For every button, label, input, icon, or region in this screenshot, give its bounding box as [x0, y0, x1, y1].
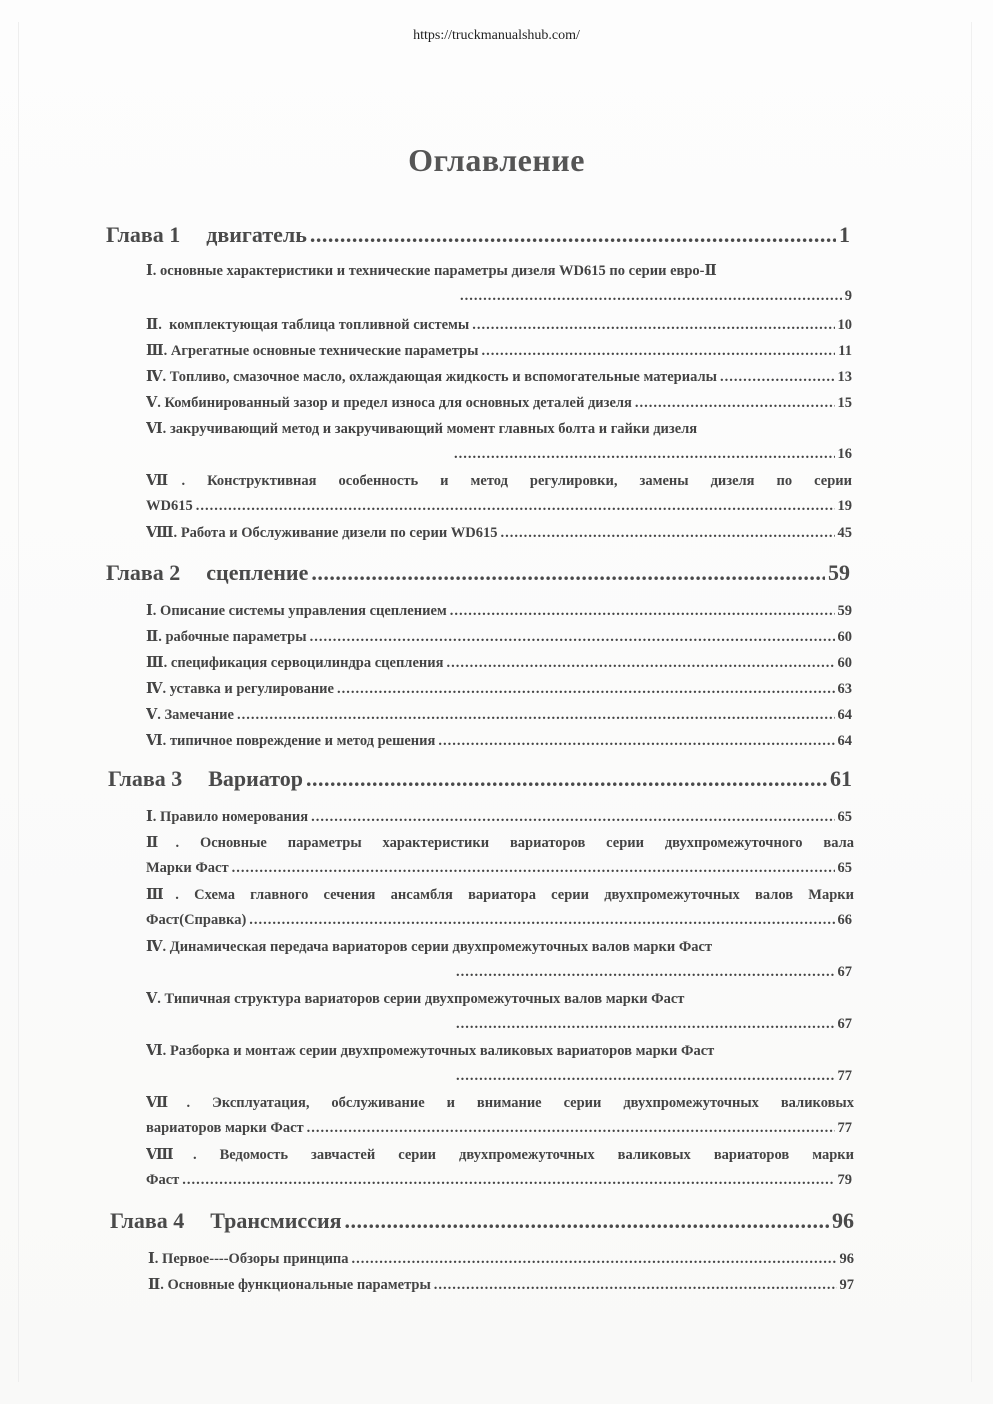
- page-number: 63: [837, 681, 852, 697]
- page-number: 1: [839, 222, 850, 247]
- toc-entry-continuation[interactable]: [146, 912, 852, 929]
- dot-leader: [310, 629, 835, 646]
- dot-leader: [472, 317, 834, 334]
- toc-entry[interactable]: [146, 654, 852, 672]
- roman-numeral: Ⅴ.: [146, 707, 161, 723]
- toc-entry[interactable]: [146, 1042, 852, 1060]
- toc-entry[interactable]: [146, 472, 852, 490]
- page-number: 96: [832, 1208, 854, 1233]
- toc-entry[interactable]: [146, 316, 852, 334]
- roman-numeral: Ⅴ.: [146, 395, 161, 411]
- page-number: 9: [844, 288, 852, 304]
- page-title: Оглавление: [408, 142, 585, 178]
- chapter-name: Трансмиссия: [210, 1208, 342, 1233]
- section-title: Основные функциональные параметры: [167, 1277, 431, 1293]
- toc-entry[interactable]: [146, 808, 852, 826]
- dot-leader: [306, 766, 827, 792]
- page-number: 77: [837, 1120, 852, 1136]
- roman-numeral: Ⅵ.: [146, 1043, 167, 1059]
- toc-entry[interactable]: [146, 262, 846, 280]
- dot-leader: [311, 560, 825, 586]
- section-title: Топливо, смазочное масло, охлаждающая жидкость и вспомогательные материалы: [169, 369, 717, 385]
- dot-leader: [345, 1208, 829, 1234]
- dot-leader: [438, 733, 834, 750]
- roman-numeral: Ⅰ.: [146, 809, 157, 825]
- page-number: 65: [837, 860, 852, 876]
- chapter-3-entry[interactable]: [108, 766, 852, 792]
- toc-entry[interactable]: [146, 834, 854, 852]
- section-title: Замечание: [164, 707, 234, 723]
- toc-entry-continuation[interactable]: [456, 1068, 852, 1085]
- roman-numeral: Ⅱ.: [148, 1277, 164, 1293]
- dot-leader: [249, 912, 834, 929]
- toc-entry[interactable]: [146, 602, 852, 620]
- page-number: 59: [837, 603, 852, 619]
- chapter-number: Глава 3: [108, 766, 183, 791]
- roman-numeral: Ⅳ.: [146, 939, 167, 955]
- toc-entry[interactable]: [146, 886, 854, 904]
- toc-entry-continuation[interactable]: [454, 446, 852, 463]
- section-title: Схема главного сечения ансамбля вариатора серии двухпромежуточных валов Марки: [194, 887, 854, 903]
- roman-numeral: Ⅰ.: [146, 263, 157, 279]
- page-number: 79: [837, 1172, 852, 1188]
- roman-numeral: Ⅱ.: [146, 835, 180, 851]
- roman-numeral: Ⅰ.: [146, 603, 157, 619]
- chapter-number: Глава 4: [110, 1208, 185, 1233]
- roman-numeral: Ⅰ.: [148, 1251, 159, 1267]
- section-title: Агрегатные основные технические параметры: [170, 343, 479, 359]
- dot-leader: [720, 369, 835, 386]
- page-number: 10: [837, 317, 852, 333]
- page-number: 67: [837, 964, 852, 980]
- dot-leader: [450, 603, 835, 620]
- section-title: Работа и Обслуживание дизели по серии WD615: [180, 525, 498, 541]
- toc-entry[interactable]: [146, 732, 852, 750]
- dot-leader: [456, 1068, 835, 1085]
- dot-leader: [635, 395, 835, 412]
- roman-numeral: Ⅵ.: [146, 421, 167, 437]
- chapter-4-entry[interactable]: [110, 1208, 854, 1234]
- roman-numeral: Ⅳ.: [146, 369, 167, 385]
- dot-leader: [456, 1016, 835, 1033]
- dot-leader: [454, 446, 835, 463]
- toc-entry[interactable]: [146, 394, 852, 412]
- page-number: 77: [837, 1068, 852, 1084]
- roman-numeral: Ⅲ.: [146, 343, 168, 359]
- toc-entry[interactable]: [146, 420, 846, 438]
- toc-entry-continuation[interactable]: [146, 498, 852, 515]
- toc-entry[interactable]: [146, 342, 852, 360]
- toc-entry[interactable]: [148, 1276, 854, 1294]
- dot-leader: [460, 288, 842, 305]
- chapter-name: Вариатор: [208, 766, 304, 791]
- page-number: 64: [837, 707, 852, 723]
- toc-entry-continuation[interactable]: [146, 860, 852, 877]
- dot-leader: [237, 707, 835, 724]
- roman-numeral: Ⅱ.: [146, 317, 162, 333]
- dot-leader: [196, 498, 835, 515]
- roman-numeral: Ⅲ.: [146, 655, 168, 671]
- page-number: 64: [837, 733, 852, 749]
- roman-numeral: Ⅲ.: [146, 887, 179, 903]
- section-title: Разборка и монтаж серии двухпромежуточных валиковых вариаторов марки Фаст: [169, 1043, 715, 1059]
- dot-leader: [311, 809, 834, 826]
- dot-leader: [446, 655, 834, 672]
- section-title-continued: Марки Фаст: [146, 860, 229, 876]
- page-number: 60: [837, 629, 852, 645]
- section-title: Конструктивная особенность и метод регулировки, замены дизеля по серии: [207, 473, 852, 489]
- section-title: Основные параметры характеристики вариаторов серии двухпромежуточного вала: [199, 835, 854, 851]
- page-number: 67: [837, 1016, 852, 1032]
- toc-entry[interactable]: [146, 368, 852, 386]
- chapter-2-entry[interactable]: [106, 560, 850, 586]
- page-number: 61: [830, 766, 852, 791]
- section-title: уставка и регулирование: [169, 681, 334, 697]
- page-number: 66: [837, 912, 852, 928]
- roman-numeral: Ⅱ.: [146, 629, 162, 645]
- page-number: 16: [837, 446, 852, 462]
- toc-entry[interactable]: [146, 680, 852, 698]
- toc-entry[interactable]: [146, 938, 852, 956]
- section-title-continued: вариаторов марки Фаст: [146, 1120, 304, 1136]
- dot-leader: [307, 1120, 835, 1137]
- section-title-continued: WD615: [146, 498, 193, 514]
- toc-entry[interactable]: [146, 628, 852, 646]
- page-number: 45: [837, 525, 852, 541]
- section-title: спецификация сервоцилиндра сцепления: [170, 655, 444, 671]
- page-number: 97: [839, 1277, 854, 1293]
- roman-numeral: Ⅷ.: [146, 1147, 197, 1163]
- page-number: 11: [838, 343, 852, 359]
- section-title: Эксплуатация, обслуживание и внимание серии двухпромежуточных валиковых: [212, 1095, 854, 1111]
- chapter-name: двигатель: [206, 222, 307, 247]
- section-title: Комбинированный зазор и предел износа для основных деталей дизеля: [164, 395, 632, 411]
- page-number: 60: [837, 655, 852, 671]
- page-number: 15: [837, 395, 852, 411]
- dot-leader: [456, 964, 835, 981]
- section-title-continued: Фаст(Справка): [146, 912, 247, 928]
- section-title: Правило номерования: [160, 809, 309, 825]
- section-title: Динамическая передача вариаторов серии двухпромежуточных валов марки Фаст: [169, 939, 713, 955]
- chapter-1-entry[interactable]: [106, 222, 850, 248]
- dot-leader: [232, 860, 835, 877]
- dot-leader: [434, 1277, 837, 1294]
- toc-entry[interactable]: [146, 990, 852, 1008]
- dot-leader: [481, 343, 835, 360]
- toc-entry[interactable]: [146, 706, 852, 724]
- dot-leader: [182, 1172, 834, 1189]
- section-title: закручивающий метод и закручивающий момент главных болта и гайки дизеля: [169, 421, 698, 437]
- page-number: 13: [837, 369, 852, 385]
- roman-numeral: Ⅶ.: [146, 1095, 191, 1111]
- page-number: 59: [828, 560, 850, 585]
- section-title: комплектующая таблица топливной системы: [169, 317, 470, 333]
- chapter-name: сцепление: [206, 560, 309, 585]
- dot-leader: [501, 525, 835, 542]
- section-title: основные характеристики и технические параметры дизеля WD615 по серии евро-Ⅱ: [160, 263, 717, 279]
- roman-numeral: Ⅷ.: [146, 525, 178, 541]
- toc-entry-continuation[interactable]: [146, 1120, 852, 1137]
- section-title: рабочные параметры: [165, 629, 307, 645]
- roman-numeral: Ⅶ.: [146, 473, 186, 489]
- page-number: 96: [839, 1251, 854, 1267]
- section-title: Первое----Обзоры принципа: [162, 1251, 349, 1267]
- dot-leader: [337, 681, 835, 698]
- toc-entry[interactable]: [148, 1250, 854, 1268]
- toc-entry[interactable]: [146, 524, 852, 542]
- toc-entry-continuation[interactable]: [456, 964, 852, 981]
- toc-entry-continuation[interactable]: [146, 1172, 852, 1189]
- section-title: Ведомость завчастей серии двухпромежуточных валиковых вариаторов марки: [219, 1147, 854, 1163]
- section-title: типичное повреждение и метод решения: [169, 733, 436, 749]
- page-number: 65: [837, 809, 852, 825]
- toc-entry-continuation[interactable]: [460, 288, 852, 305]
- page-number: 19: [837, 498, 852, 514]
- chapter-number: Глава 2: [106, 560, 181, 585]
- dot-leader: [352, 1251, 837, 1268]
- roman-numeral: Ⅴ.: [146, 991, 161, 1007]
- toc-entry-continuation[interactable]: [456, 1016, 852, 1033]
- section-title: Описание системы управления сцеплением: [160, 603, 447, 619]
- toc-entry[interactable]: [146, 1146, 854, 1164]
- dot-leader: [310, 222, 836, 248]
- chapter-number: Глава 1: [106, 222, 181, 247]
- roman-numeral: Ⅵ.: [146, 733, 167, 749]
- section-title-continued: Фаст: [146, 1172, 180, 1188]
- header-url[interactable]: https://truckmanualshub.com/: [413, 28, 580, 43]
- toc-entry[interactable]: [146, 1094, 854, 1112]
- roman-numeral: Ⅳ.: [146, 681, 167, 697]
- section-title: Типичная структура вариаторов серии двухпромежуточных валов марки Фаст: [164, 991, 685, 1007]
